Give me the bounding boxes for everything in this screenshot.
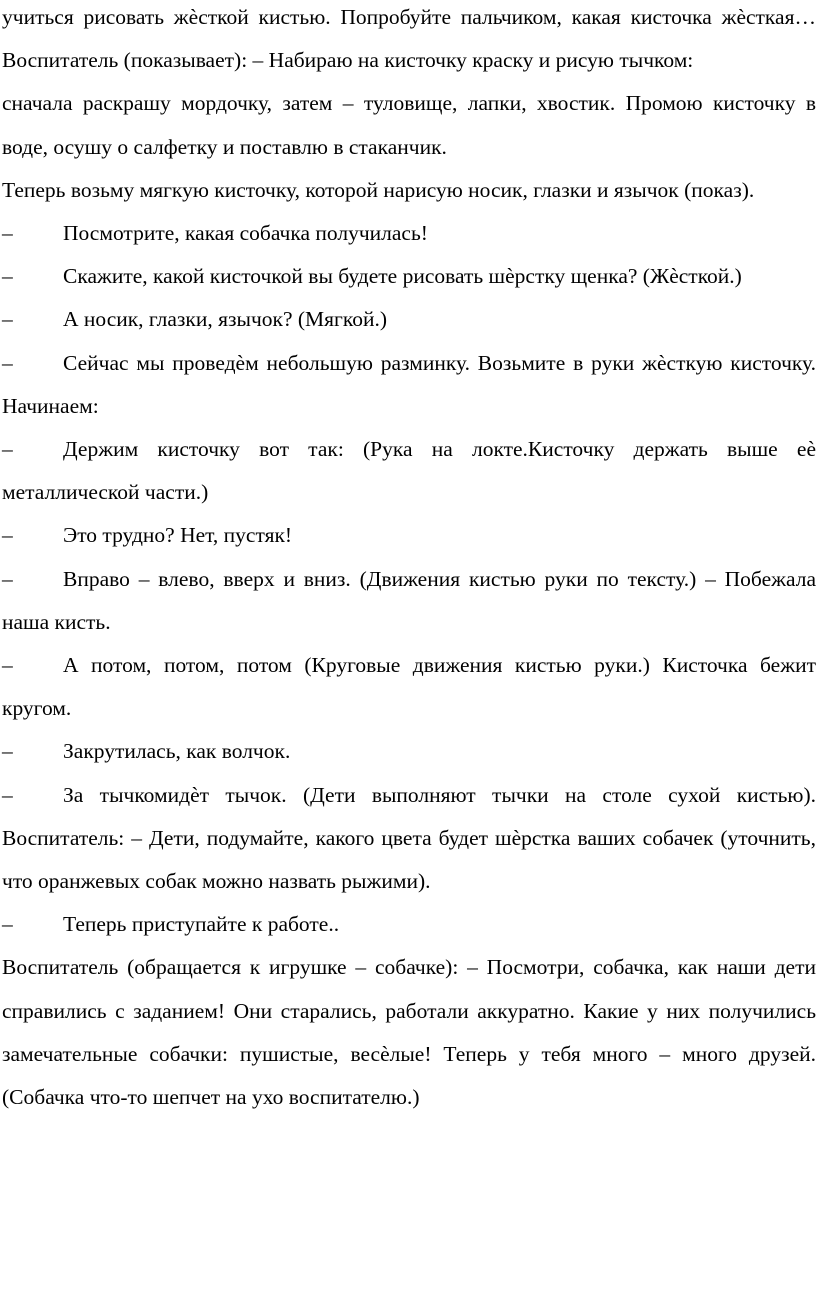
dash-marker: – — [2, 221, 13, 246]
dialogue-line: – А носик, глазки, язычок? (Мягкой.) — [2, 298, 816, 341]
dialogue-line: – Закрутилась, как волчок. — [2, 730, 816, 773]
dialogue-line: – Держим кисточку вот так: (Рука на локте.Кисточку держать выше еѐ металлической части.) — [2, 428, 816, 514]
dash-marker: – — [2, 782, 13, 807]
dash-marker: – — [2, 350, 13, 375]
dash-marker: – — [2, 437, 13, 462]
paragraph: сначала раскрашу мордочку, затем – туловище, лапки, хвостик. Промою кисточку в воде, осушу о салфетку и поставлю в стаканчик. — [2, 91, 816, 159]
dash-marker: – — [2, 566, 13, 591]
dash-marker: – — [2, 307, 13, 332]
dialogue-line: – За тычкомидѐт тычок. (Дети выполняют тычки на столе сухой кистью). Воспитатель: – Дети, подумайте, какого цвета будет шѐрстка ваших собачек (уточнить, что оранжевых собак можно назвать рыжими). — [2, 774, 816, 904]
dialogue-line: – А потом, потом, потом (Круговые движения кистью руки.) Кисточка бежит кругом. — [2, 644, 816, 730]
paragraph: учиться рисовать жѐсткой кистью. Попробуйте пальчиком, какая кисточка жѐсткая… Воспитатель (показывает): – Набираю на кисточку краску и рисую тычком: — [2, 5, 816, 73]
dash-marker: – — [2, 653, 13, 678]
paragraph: Теперь возьму мягкую кисточку, которой нарисую носик, глазки и язычок (показ). — [2, 177, 755, 202]
dash-marker: – — [2, 264, 13, 289]
dash-marker: – — [2, 912, 13, 937]
dialogue-line: – Вправо – влево, вверх и вниз. (Движения кистью руки по тексту.) – Побежала наша кисть. — [2, 558, 816, 644]
dash-marker: – — [2, 523, 13, 548]
dialogue-line: – Это трудно? Нет, пустяк! — [2, 514, 816, 557]
dialogue-line: – Скажите, какой кисточкой вы будете рисовать шѐрстку щенка? (Жѐсткой.) — [2, 255, 816, 298]
dialogue-line: – Посмотрите, какая собачка получилась! — [2, 212, 816, 255]
paragraph: Воспитатель (обращается к игрушке – собачке): – Посмотри, собачка, как наши дети справились с заданием! Они старались, работали аккуратно. Какие у них получились замечательные собачки: пушистые, весѐлые! Теперь у тебя много – много друзей. (Собачка что-то шепчет на ухо воспитателю.) — [2, 955, 816, 1110]
dialogue-line: – Теперь приступайте к работе.. — [2, 903, 816, 946]
dash-marker: – — [2, 739, 13, 764]
dialogue-line: – Сейчас мы проведѐм небольшую разминку. Возьмите в руки жѐсткую кисточку. Начинаем: — [2, 342, 816, 428]
